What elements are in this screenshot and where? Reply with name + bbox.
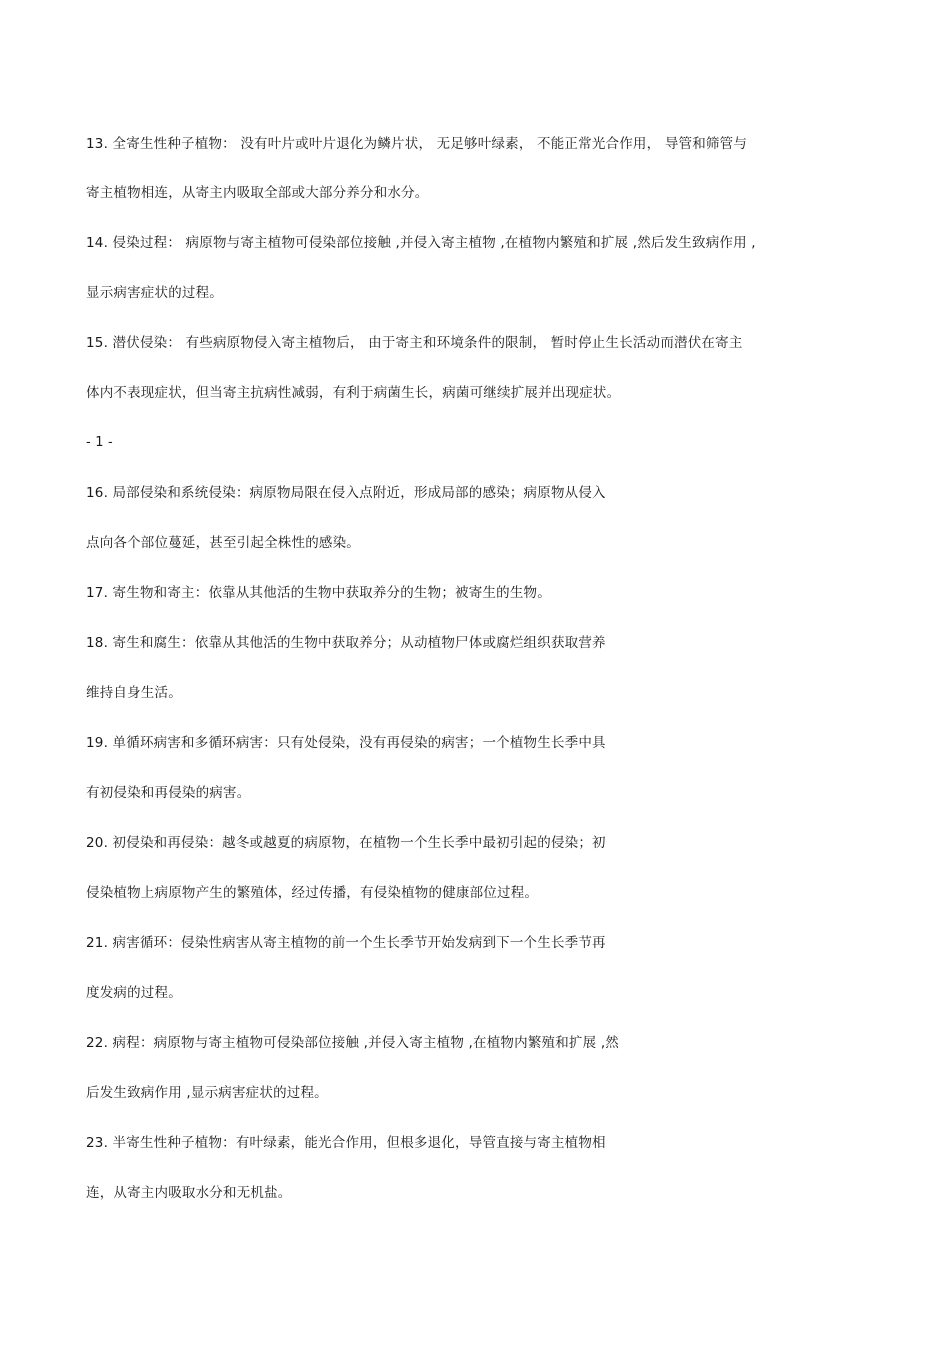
text-line-15-b: 体内不表现症状，但当寄主抗病性减弱，有利于病菌生长，病菌可继续扩展并出现症状。: [86, 385, 621, 401]
text-line-18-b: 维持自身生活。: [86, 685, 182, 701]
text-line-22-b: 后发生致病作用 ,显示病害症状的过程。: [86, 1085, 328, 1101]
text-line-17: 17. 寄生物和寄主：依靠从其他活的生物中获取养分的生物；被寄生的生物。: [86, 585, 551, 601]
text-line-20-b: 侵染植物上病原物产生的繁殖体，经过传播，有侵染植物的健康部位过程。: [86, 885, 539, 901]
text-line-15-a: 15. 潜伏侵染： 有些病原物侵入寄主植物后， 由于寄主和环境条件的限制， 暂时停止生长活动而潜伏在寄主: [86, 335, 743, 351]
text-line-13-a: 13. 全寄生性种子植物： 没有叶片或叶片退化为鳞片状， 无足够叶绿素， 不能正常光合作用， 导管和筛管与: [86, 136, 748, 152]
text-line-14-a: 14. 侵染过程： 病原物与寄主植物可侵染部位接触 ,并侵入寄主植物 ,在植物内繁殖和扩展 ,然后发生致病作用 ,: [86, 235, 756, 251]
text-line-23-a: 23. 半寄生性种子植物：有叶绿素，能光合作用，但根多退化，导管直接与寄主植物相: [86, 1135, 606, 1151]
text-line-18-a: 18. 寄生和腐生：依靠从其他活的生物中获取养分；从动植物尸体或腐烂组织获取营养: [86, 635, 606, 651]
text-line-14-b: 显示病害症状的过程。: [86, 285, 223, 301]
text-line-21-a: 21. 病害循环：侵染性病害从寄主植物的前一个生长季节开始发病到下一个生长季节再: [86, 935, 606, 951]
text-line-19-b: 有初侵染和再侵染的病害。: [86, 785, 251, 801]
page-number: - 1 -: [86, 435, 113, 450]
text-line-16-b: 点向各个部位蔓延，甚至引起全株性的感染。: [86, 535, 360, 551]
text-line-20-a: 20. 初侵染和再侵染：越冬或越夏的病原物，在植物一个生长季中最初引起的侵染；初: [86, 835, 606, 851]
text-line-22-a: 22. 病程：病原物与寄主植物可侵染部位接触 ,并侵入寄主植物 ,在植物内繁殖和扩展 ,然: [86, 1035, 620, 1051]
text-line-19-a: 19. 单循环病害和多循环病害：只有处侵染，没有再侵染的病害；一个植物生长季中具: [86, 735, 606, 751]
text-line-23-b: 连，从寄主内吸取水分和无机盐。: [86, 1185, 292, 1201]
text-line-16-a: 16. 局部侵染和系统侵染：病原物局限在侵入点附近，形成局部的感染；病原物从侵入: [86, 485, 606, 501]
text-line-13-b: 寄主植物相连，从寄主内吸取全部或大部分养分和水分。: [86, 185, 429, 201]
text-line-21-b: 度发病的过程。: [86, 985, 182, 1001]
